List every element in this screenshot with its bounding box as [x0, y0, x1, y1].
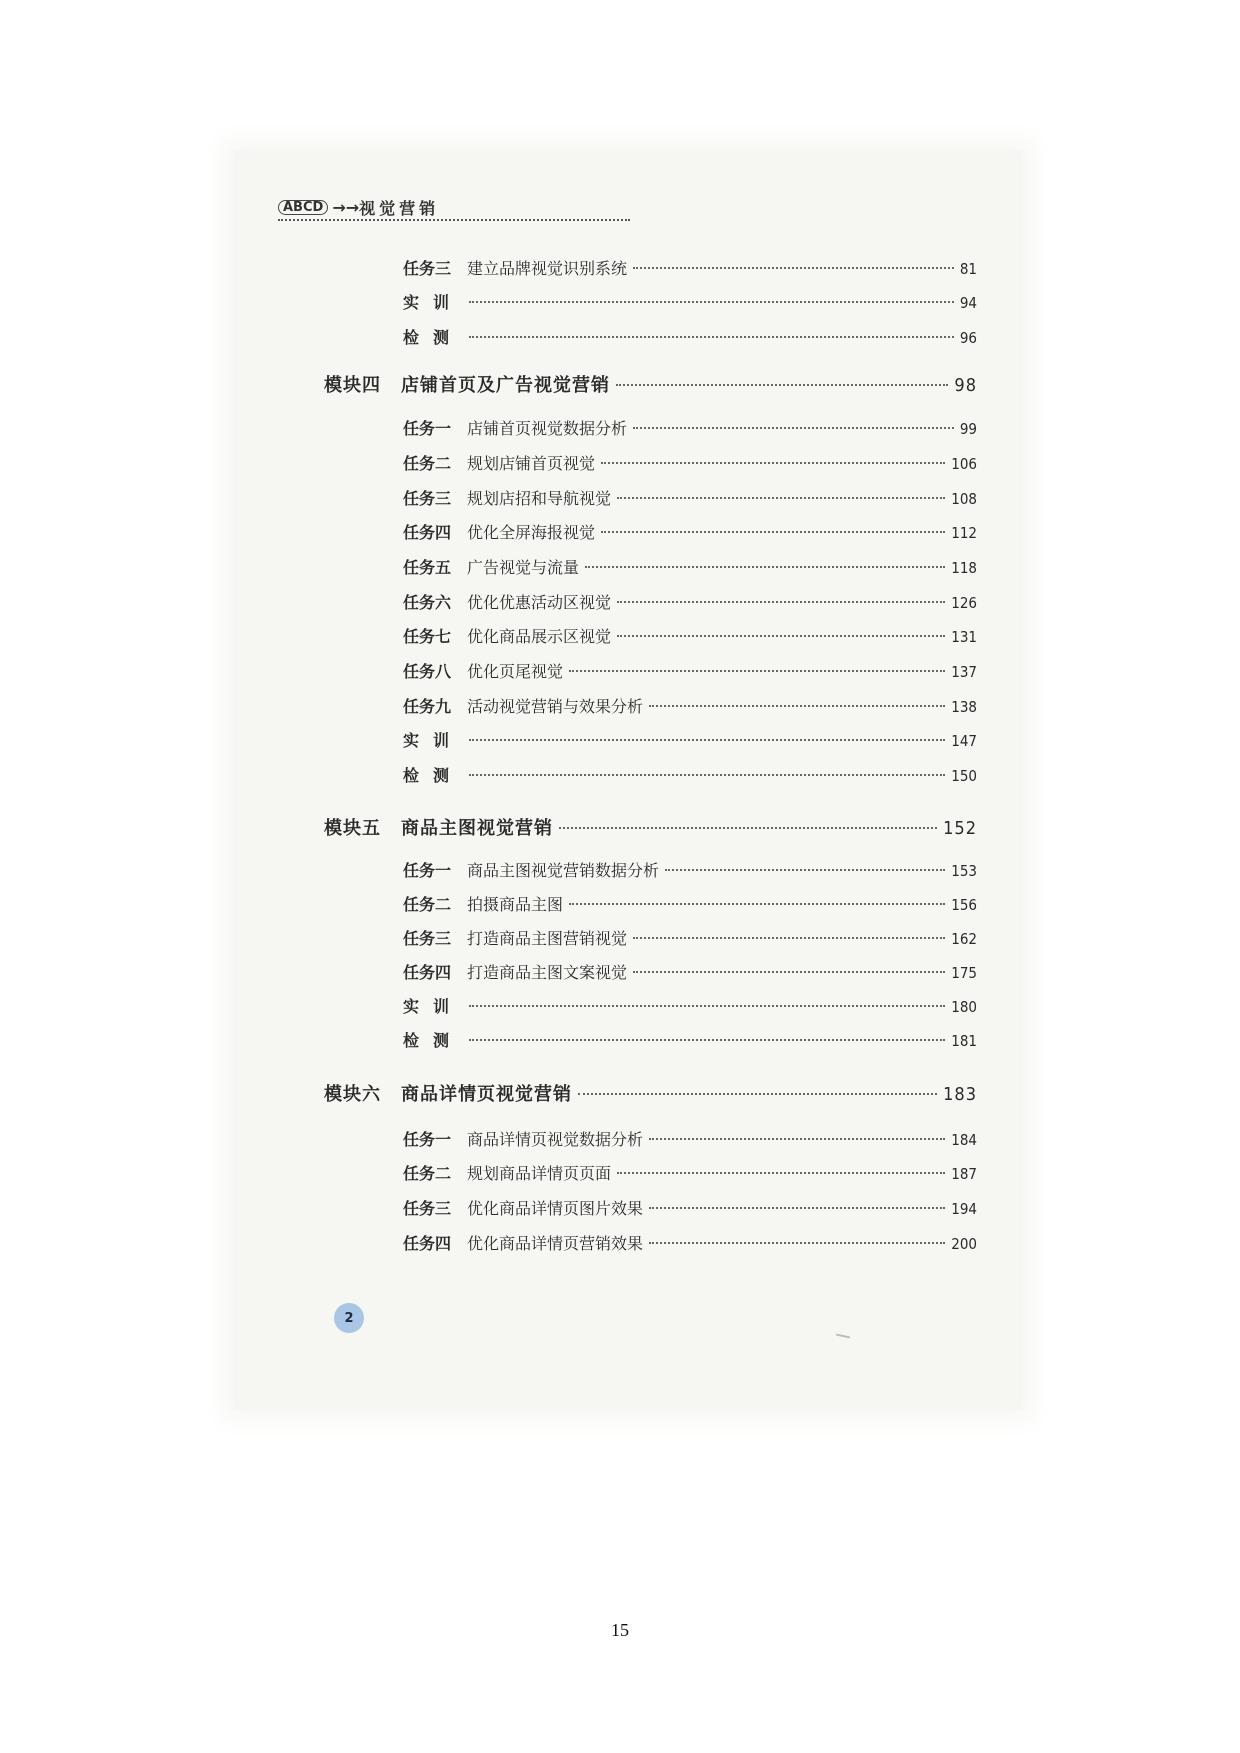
toc-dot-leader	[617, 635, 945, 637]
toc-page-number: 131	[951, 628, 977, 646]
toc-page-number: 147	[951, 732, 977, 750]
toc-entry-label: 任务四	[403, 1234, 452, 1253]
toc-dot-leader	[617, 1172, 945, 1174]
toc-dot-leader	[469, 1005, 945, 1007]
toc-module-entry	[324, 1084, 977, 1106]
toc-entry-label: 任务一	[403, 419, 452, 438]
toc-page-number: 94	[959, 294, 977, 312]
toc-entry-title: 建立品牌视觉识别系统	[467, 259, 628, 278]
toc-page-number: 162	[951, 930, 977, 948]
toc-dot-leader	[649, 1138, 945, 1140]
toc-page-number: 156	[951, 896, 977, 914]
toc-entry-label: 任务三	[403, 489, 452, 508]
toc-entry-title: 规划店铺首页视觉	[467, 454, 596, 473]
toc-task-entry	[403, 996, 977, 1018]
toc-page-number: 137	[951, 663, 977, 681]
toc-dot-leader	[469, 739, 945, 741]
toc-dot-leader	[633, 971, 945, 973]
toc-dot-leader	[569, 903, 945, 905]
toc-module-entry	[324, 818, 977, 840]
toc-dot-leader	[633, 267, 954, 269]
toc-task-entry	[403, 765, 977, 787]
toc-page-number: 150	[951, 767, 977, 785]
toc-entry-title: 商品主图视觉营销	[401, 818, 553, 839]
toc-page-number: 194	[951, 1200, 977, 1218]
toc-entry-title: 打造商品主图文案视觉	[467, 963, 628, 982]
toc-entry-label: 任务一	[403, 861, 452, 880]
toc-dot-leader	[633, 937, 945, 939]
toc-page-number: 126	[951, 594, 977, 612]
toc-entry-label: 任务三	[403, 929, 452, 948]
toc-task-entry	[403, 1233, 977, 1255]
toc-task-entry	[403, 1030, 977, 1052]
toc-dot-leader	[617, 601, 945, 603]
toc-dot-leader	[616, 384, 948, 386]
toc-dot-leader	[633, 427, 954, 429]
toc-page-number: 152	[943, 818, 977, 839]
toc-task-entry	[403, 626, 977, 648]
toc-dot-leader	[601, 462, 945, 464]
toc-entry-label: 模块四	[324, 375, 381, 396]
toc-page-number: 99	[959, 420, 977, 438]
toc-dot-leader	[585, 566, 945, 568]
toc-page-number: 112	[951, 524, 977, 542]
toc-dot-leader	[649, 705, 945, 707]
toc-entry-label: 任务七	[403, 627, 452, 646]
toc-entry-label: 任务一	[403, 1130, 452, 1149]
toc-entry-title: 商品详情页视觉营销	[401, 1084, 572, 1105]
toc-entry-title: 活动视觉营销与效果分析	[467, 697, 644, 716]
toc-dot-leader	[569, 670, 945, 672]
toc-page-number: 81	[959, 260, 977, 278]
book-page-badge: 2	[334, 1303, 364, 1333]
toc-entry-label: 任务二	[403, 454, 452, 473]
toc-entry-label: 任务四	[403, 963, 452, 982]
toc-entry-title: 店铺首页视觉数据分析	[467, 419, 628, 438]
toc-entry-title: 规划店招和导航视觉	[467, 489, 612, 508]
toc-entry-label: 实训	[403, 293, 464, 312]
toc-entry-label: 任务九	[403, 697, 452, 716]
toc-page-number: 181	[951, 1032, 977, 1050]
toc-page-number: 108	[951, 490, 977, 508]
toc-entry-label: 任务二	[403, 895, 452, 914]
toc-page-number: 96	[959, 329, 977, 347]
toc-task-entry	[403, 418, 977, 440]
toc-entry-label: 模块五	[324, 818, 381, 839]
toc-page-number: 184	[951, 1131, 977, 1149]
toc-entry-title: 优化页尾视觉	[467, 662, 564, 681]
toc-entry-title: 优化商品展示区视觉	[467, 627, 612, 646]
toc-task-entry	[403, 1198, 977, 1220]
toc-page-number: 183	[943, 1084, 977, 1105]
header-title: 视觉营销	[359, 198, 440, 218]
toc-entry-label: 模块六	[324, 1084, 381, 1105]
toc-entry-label: 任务四	[403, 523, 452, 542]
toc-entry-title: 优化商品详情页图片效果	[467, 1199, 644, 1218]
toc-entry-title: 店铺首页及广告视觉营销	[401, 375, 610, 396]
toc-entry-title: 优化优惠活动区视觉	[467, 593, 612, 612]
toc-module-entry	[324, 375, 977, 397]
toc-task-entry	[403, 522, 977, 544]
toc-dot-leader	[469, 1039, 945, 1041]
toc-dot-leader	[559, 827, 937, 829]
toc-dot-leader	[649, 1207, 945, 1209]
toc-task-entry	[403, 696, 977, 718]
toc-entry-title: 打造商品主图营销视觉	[467, 929, 628, 948]
toc-entry-title: 商品详情页视觉数据分析	[467, 1130, 644, 1149]
toc-page-number: 200	[951, 1235, 977, 1253]
toc-task-entry	[403, 1129, 977, 1151]
toc-dot-leader	[469, 336, 954, 338]
toc-entry-label: 检测	[403, 766, 464, 785]
toc-dot-leader	[469, 774, 945, 776]
toc-page-number: 98	[954, 375, 977, 396]
toc-dot-leader	[469, 301, 954, 303]
toc-page-number: 106	[951, 455, 977, 473]
toc-entry-label: 检测	[403, 1031, 464, 1050]
toc-task-entry	[403, 1163, 977, 1185]
toc-task-entry	[403, 661, 977, 683]
toc-entry-title: 拍摄商品主图	[467, 895, 564, 914]
toc-task-entry	[403, 592, 977, 614]
toc-entry-label: 任务六	[403, 593, 452, 612]
series-logo: ABCD	[278, 200, 328, 215]
toc-task-entry	[403, 962, 977, 984]
toc-task-entry	[403, 557, 977, 579]
toc-dot-leader	[665, 869, 945, 871]
toc-entry-label: 实训	[403, 997, 464, 1016]
toc-page-number: 180	[951, 998, 977, 1016]
toc-page-number: 153	[951, 862, 977, 880]
toc-entry-title: 优化全屏海报视觉	[467, 523, 596, 542]
toc-entry-label: 检测	[403, 328, 464, 347]
toc-page-number: 187	[951, 1165, 977, 1183]
toc-dot-leader	[578, 1093, 937, 1095]
toc-task-entry	[403, 488, 977, 510]
toc-task-entry	[403, 327, 977, 349]
toc-entry-label: 任务八	[403, 662, 452, 681]
toc-entry-title: 商品主图视觉营销数据分析	[467, 861, 660, 880]
toc-task-entry	[403, 894, 977, 916]
toc-entry-label: 任务五	[403, 558, 452, 577]
toc-page-number: 118	[951, 559, 977, 577]
toc-page-number: 175	[951, 964, 977, 982]
toc-task-entry	[403, 453, 977, 475]
toc-entry-label: 实训	[403, 731, 464, 750]
toc-entry-title: 优化商品详情页营销效果	[467, 1234, 644, 1253]
toc-task-entry	[403, 730, 977, 752]
toc-task-entry	[403, 860, 977, 882]
toc-entry-title: 规划商品详情页页面	[467, 1164, 612, 1183]
toc-task-entry	[403, 258, 977, 280]
toc-task-entry	[403, 292, 977, 314]
toc-entry-label: 任务二	[403, 1164, 452, 1183]
pdf-page-number: 15	[611, 1620, 629, 1640]
toc-page-number: 138	[951, 698, 977, 716]
toc-dot-leader	[649, 1242, 945, 1244]
toc-dot-leader	[601, 531, 945, 533]
header-arrows: →→	[332, 197, 360, 217]
toc-dot-leader	[617, 497, 945, 499]
toc-entry-title: 广告视觉与流量	[467, 558, 580, 577]
toc-task-entry	[403, 928, 977, 950]
toc-entry-label: 任务三	[403, 259, 452, 278]
toc-entry-label: 任务三	[403, 1199, 452, 1218]
